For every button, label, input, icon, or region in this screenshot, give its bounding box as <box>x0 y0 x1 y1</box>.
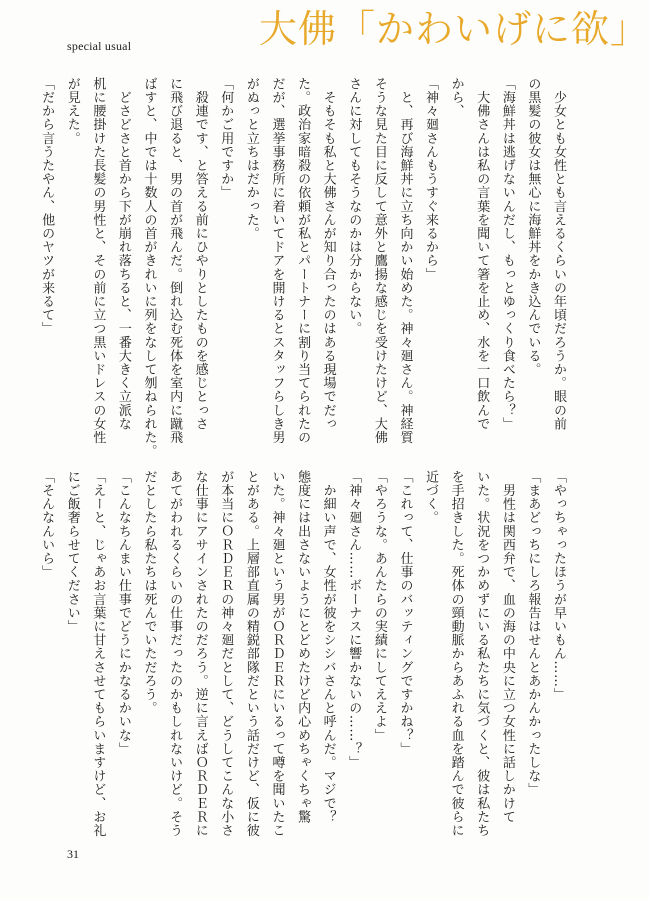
text-line: にご飯奢らせてください」 <box>64 470 80 634</box>
text-line: が見えた。 <box>64 77 80 145</box>
text-line: に飛び退ると、男の首が飛んだ。倒れ込む死体を室内に蹴飛 <box>167 77 183 445</box>
text-line: だとしたら私たちは死んでいただろう。 <box>141 470 157 715</box>
text-line: 態度には出さないようにとどめたけど内心めちゃくちゃ驚 <box>295 470 311 824</box>
text-line: いた。状況をつかめずにいる私たちに気づくと、彼は私たち <box>474 470 490 838</box>
text-line: 「やろうな。あんたらの実績にしてええよ」 <box>371 470 387 742</box>
text-line: から、 <box>448 77 464 118</box>
text-line: 少女とも女性とも言えるくらいの年頃だろうか。眼の前 <box>551 77 566 431</box>
body-text-bottom <box>39 470 571 838</box>
text-line: な仕事にアサインされたのだろう。逆に言えばＯＲＤＥＲに <box>192 470 208 838</box>
series-label: special usual <box>67 39 132 53</box>
text-line: どさどさと首から下が崩れ落ちると、一番大きく立派な <box>115 77 131 431</box>
text-line: を手招きした。死体の頸動脈からあふれる血を踏んで彼らに <box>448 470 464 838</box>
text-line: 「やっちゃったほうが早いもん……」 <box>551 470 566 702</box>
text-line: 「まあどっちにしろ報告はせんとあかんかったしな」 <box>525 470 541 797</box>
text-line: の黒髪の彼女は無心に海鮮丼をかき込んでいる。 <box>525 77 541 377</box>
text-line: 近づく。 <box>423 470 439 525</box>
text-line: か細い声で、女性が彼をシシバさんと呼んだ。マジで？ <box>320 470 336 824</box>
text-line: とがある。上層部直属の精鋭部隊だという話だけど、仮に彼 <box>243 470 259 838</box>
text-line: が本当にＯＲＤＥＲの神々廻だとして、どうしてこんな小さ <box>218 470 234 838</box>
text-line: さんに対してもそうなのかは分からない。 <box>346 77 362 336</box>
text-line: 「神々廻さん……ボーナスに響かないの……？」 <box>346 470 362 770</box>
text-line: 「えーと、じゃあお言葉に甘えさせてもらいますけど、お礼 <box>90 470 106 838</box>
text-line: 「そんなんいら」 <box>39 470 55 579</box>
text-line: ばすと、中では十数人の首がきれいに列をなして刎ねられた。 <box>141 77 157 458</box>
body-text-top <box>39 77 571 458</box>
text-line: 「海鮮丼は逃げないんだし、もっとゆっくり食べたら？」 <box>499 77 515 431</box>
text-line: 「神々廻さんもうすぐ来るから」 <box>423 77 439 281</box>
text-line: 「だから言うたやん、他のヤツが来るて」 <box>39 77 55 336</box>
text-line: 「こんなちんまい仕事でどうにかなるかいな」 <box>115 470 131 756</box>
text-line: と、再び海鮮丼に立ち向かい始めた。神々廻さん。神経質 <box>397 77 413 445</box>
text-line: 机に腰掛けた長髪の男性と、その前に立つ黒いドレスの女性 <box>90 77 106 445</box>
text-line: そもそも私と大佛さんが知り合ったのはある現場でだっ <box>320 77 336 431</box>
text-line: いた。神々廻という男がＯＲＤＥＲにいるって噂を聞いたこ <box>269 470 285 838</box>
text-line: がぬっと立ちはだかった。 <box>243 77 259 241</box>
text-line: 「何かご用ですか」 <box>218 77 234 200</box>
text-line: そうな見た目に反して意外と鷹揚な感じを受けたけど、大佛 <box>371 77 387 445</box>
page-number: 31 <box>67 847 79 861</box>
chapter-title: 大佛「かわいげに欲」 <box>259 7 649 51</box>
text-line: だが、選挙事務所に着いてドアを開けるとスタッフらしき男 <box>269 77 285 445</box>
text-line: 殺連です、と答える前にひやりとしたものを感じとっさ <box>192 77 208 431</box>
text-line: 「これって、仕事のバッティングですかね？」 <box>397 470 413 756</box>
text-line: 大佛さんは私の言葉を聞いて箸を止め、水を一口飲んで <box>474 77 490 431</box>
text-line: た。政治家暗殺の依頼が私とパートナーに割り当てられたの <box>295 77 311 445</box>
text-line: 男性は関西弁で、血の海の中央に立つ女性に話しかけて <box>499 470 515 824</box>
text-line: あてがわれるくらいの仕事だったのかもしれないけど。そう <box>167 470 183 838</box>
